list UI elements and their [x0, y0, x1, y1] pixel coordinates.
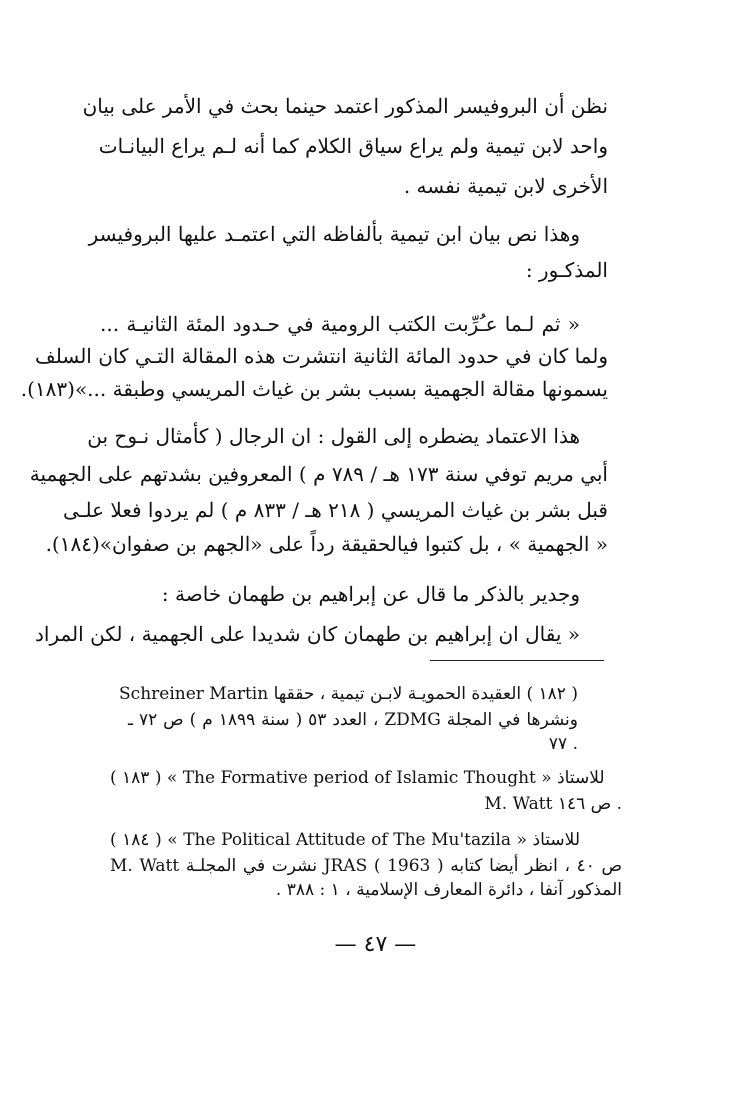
footnote-separator [430, 660, 604, 661]
footnote-184-line-1: ( ١٨٤ ) « The Political Attitude of The Mu'tazila » للاستاذ [110, 830, 580, 850]
paragraph-3-line-4: « الجهمية » ، بل كتبوا فيالحقيقة رداً على «الجهم بن صفوان»(١٨٤). [45, 532, 608, 556]
footnote-182-line-2: ونشرها في المجلة ZDMG ، العدد ٥٣ ( سنة ١٨٩٩ م ) ص ٧٢ ـ [128, 710, 578, 730]
paragraph-3-line-2: أبي مريم توفي سنة ١٧٣ هـ / ٧٨٩ م ) المعروفين بشدتهم على الجهمية [29, 462, 608, 486]
footnote-184-line-3: المذكور آنفا ، دائرة المعارف الإسلامية ، ١ : ٣٨٨ . [275, 880, 622, 900]
footnote-183-line-1: ( ١٨٣ ) « The Formative period of Islamic Thought » للاستاذ [110, 768, 605, 788]
page-number: — ٤٧ — [334, 932, 417, 957]
quote-1-line-3: يسمونها مقالة الجهمية بسبب بشر بن غياث المريسي وطبقة ...»(١٨٣). [20, 377, 608, 401]
quote-1-line-2: ولما كان في حدود المائة الثانية انتشرت هذه المقالة التـي كان السلف [35, 344, 608, 368]
footnote-182-line-3: ٧٧ . [548, 734, 578, 754]
paragraph-1-line-2: واحد لابن تيمية ولم يراع سياق الكلام كما أنه لـم يراع البيانـات [98, 134, 608, 158]
paragraph-2-line-2: المذكـور : [525, 258, 608, 282]
footnote-183-line-2: M. Watt ص ١٤٦ . [484, 794, 622, 814]
paragraph-3-line-1: هذا الاعتماد يضطره إلى القول : ان الرجال ( كأمثال نـوح بن [87, 424, 580, 448]
paragraph-3-line-3: قبل بشر بن غياث المريسي ( ٢١٨ هـ / ٨٣٣ م ) لم يردوا فعلا علـى [62, 498, 608, 522]
footnote-184-line-2: M. Watt نشرت في المجلـة JRAS ( 1963 ) ص ٤٠ ، انظر أيضا كتابه [110, 856, 622, 876]
quote-2-line-1: « يقال ان إبراهيم بن طهمان كان شديدا على الجهمية ، لكن المراد [35, 622, 580, 646]
footnote-182-line-1: ( ١٨٢ ) العقيدة الحمويـة لابـن تيمية ، حققها Schreiner Martin [119, 684, 578, 704]
paragraph-4-line-1: وجدير بالذكر ما قال عن إبراهيم بن طهمان خاصة : [161, 582, 580, 606]
paragraph-1-line-3: الأخرى لابن تيمية نفسه . [403, 174, 608, 198]
paragraph-2-line-1: وهذا نص بيان ابن تيمية بألفاظه التي اعتمـد عليها البروفيسر [88, 222, 580, 246]
quote-1-line-1: « ثم لـما عـُرِّبت الكتب الرومية في حـدود المئة الثانيـة ... [100, 312, 580, 336]
paragraph-1-line-1: نظن أن البروفيسر المذكور اعتمد حينما بحث في الأمر على بيان [82, 94, 608, 118]
